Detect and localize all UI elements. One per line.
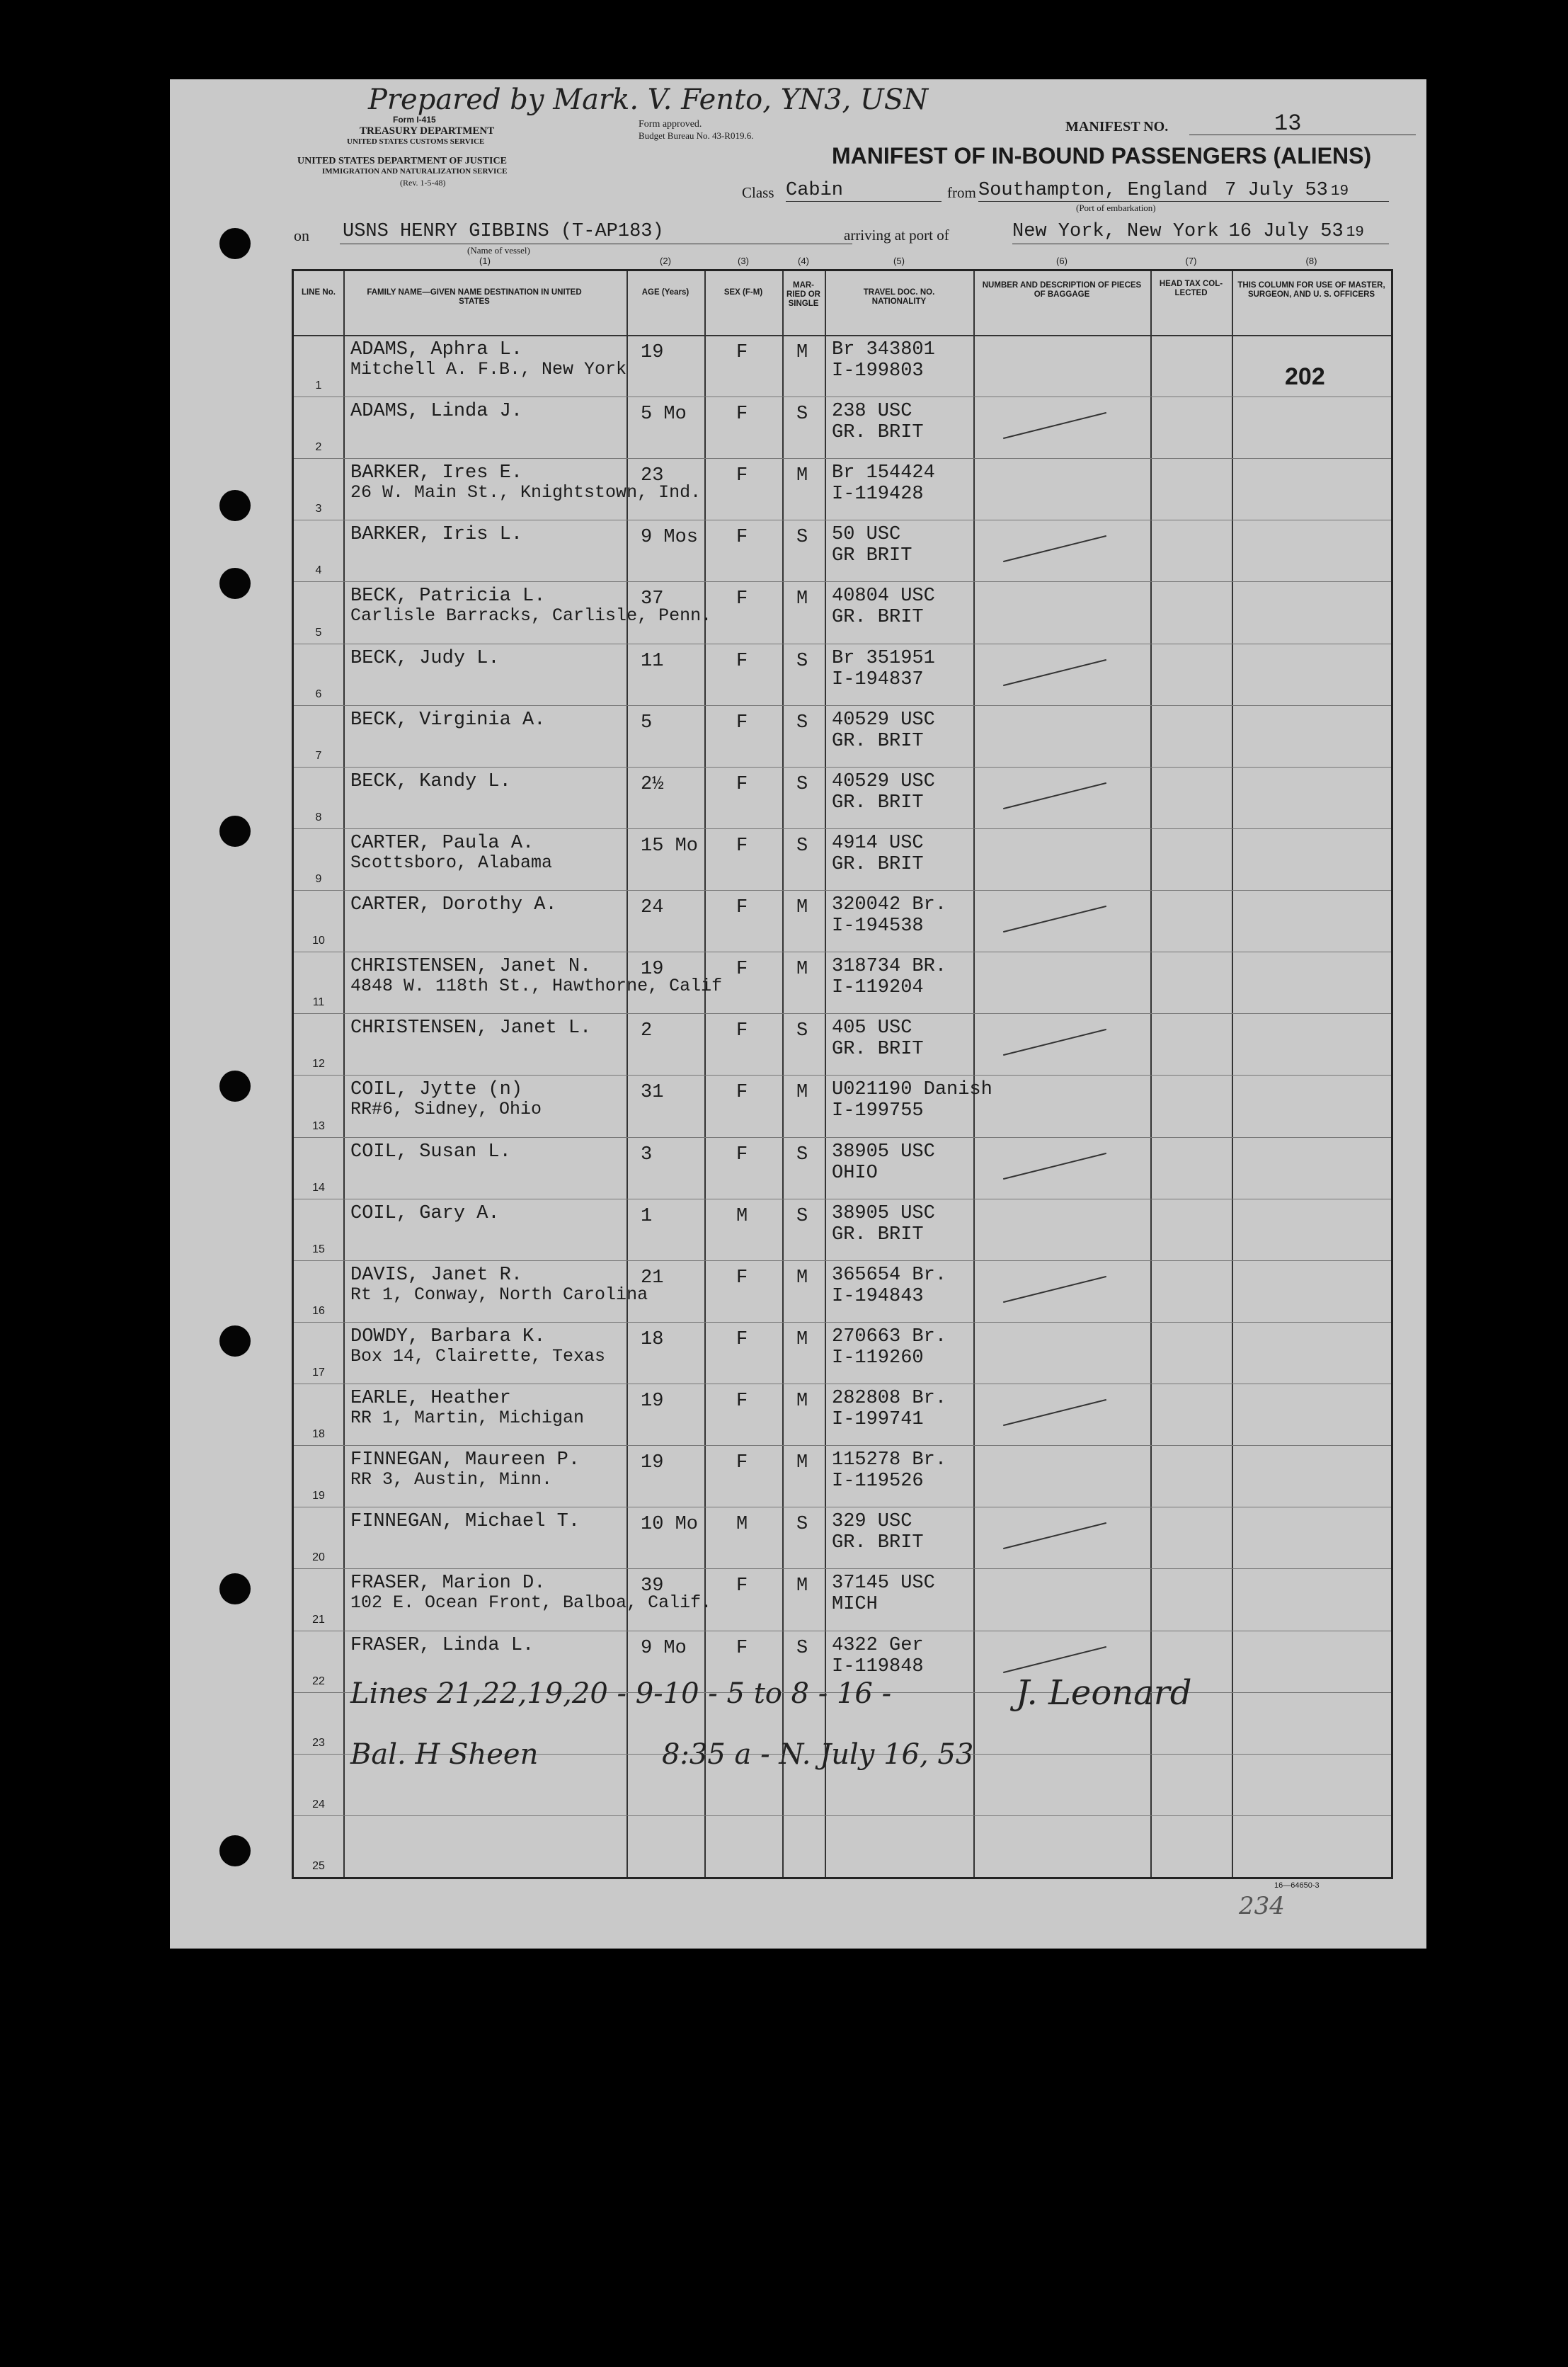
travel-doc-no: 4322 Ger [832, 1634, 924, 1656]
treasury-dept: TREASURY DEPARTMENT [360, 125, 495, 137]
age: 37 [641, 588, 664, 610]
justice-dept: UNITED STATES DEPARTMENT OF JUSTICE [297, 156, 507, 166]
travel-doc-no: 270663 Br. [832, 1325, 947, 1347]
header-officers: THIS COLUMN FOR USE OF MASTER, SURGEON, AND U. S. OFFICERS [1237, 281, 1385, 299]
header-head-tax: HEAD TAX COL- LECTED [1159, 280, 1223, 297]
table-row [294, 397, 1391, 458]
marital-status: S [796, 404, 808, 426]
header-baggage: NUMBER AND DESCRIPTION OF PIECES OF BAGGAGE [982, 281, 1142, 299]
check-mark [1003, 1522, 1106, 1549]
age: 2½ [641, 773, 664, 795]
table-row [294, 1568, 1391, 1630]
destination: Mitchell A. F.B., New York [350, 359, 627, 380]
punch-hole [219, 816, 251, 847]
age: 5 Mo [641, 404, 687, 426]
class-label: Class [742, 184, 774, 201]
header-travel-doc: TRAVEL DOC. NO. NATIONALITY [863, 288, 935, 306]
marital-status: S [796, 773, 808, 795]
nationality: GR. BRIT [832, 1224, 924, 1245]
table-row [294, 581, 1391, 643]
destination: 26 W. Main St., Knightstown, Ind. [350, 482, 702, 503]
age: 19 [641, 1391, 664, 1413]
punch-hole [219, 228, 251, 259]
arrival-year-prefix: 19 [1346, 224, 1364, 241]
embark-date: 7 July 53 [1225, 180, 1328, 201]
nationality: GR. BRIT [832, 607, 924, 629]
age: 15 Mo [641, 835, 699, 857]
table-row [294, 458, 1391, 520]
line-number: 16 [312, 1304, 325, 1317]
officer-stamp: 202 [1285, 363, 1325, 390]
passenger-name: BECK, Judy L. [350, 647, 500, 669]
port-embark-note: (Port of embarkation) [1076, 203, 1156, 213]
check-mark [1003, 1276, 1106, 1303]
marital-status: M [796, 342, 808, 363]
destination: RR 1, Martin, Michigan [350, 1408, 585, 1429]
nationality: I-119428 [832, 484, 924, 506]
table-row [294, 1445, 1391, 1507]
passenger-name: FRASER, Marion D. [350, 1573, 546, 1595]
time-note: 8:35 a - N. July 16, 53 [662, 1738, 974, 1771]
passenger-name: ADAMS, Linda J. [350, 401, 523, 423]
header-sex: SEX (F-M) [723, 288, 763, 297]
lines-note: Lines 21,22,19,20 - 9-10 - 5 to 8 - 16 - [350, 1677, 892, 1710]
passenger-name: BARKER, Ires E. [350, 462, 523, 484]
passenger-name: BARKER, Iris L. [350, 524, 523, 546]
table-row [294, 520, 1391, 581]
nationality: I-119848 [832, 1655, 924, 1677]
nationality: GR. BRIT [832, 422, 924, 444]
passenger-table [292, 256, 1393, 1879]
sex: F [736, 1143, 748, 1165]
punch-hole [219, 1573, 251, 1604]
check-mark [1003, 535, 1106, 562]
travel-doc-no: 50 USC [832, 524, 901, 546]
age: 39 [641, 1575, 664, 1597]
passenger-name: FINNEGAN, Maureen P. [350, 1449, 580, 1471]
marital-status: M [796, 1082, 808, 1104]
arrival-date: 16 July 53 [1228, 221, 1344, 242]
destination: RR#6, Sidney, Ohio [350, 1099, 542, 1120]
line-number: 1 [315, 380, 322, 392]
sex: F [736, 712, 748, 734]
line-number: 13 [312, 1119, 325, 1132]
line-number: 23 [312, 1736, 325, 1749]
nationality: GR. BRIT [832, 1039, 924, 1061]
nationality: GR. BRIT [832, 853, 924, 875]
travel-doc-no: 115278 Br. [832, 1449, 947, 1471]
check-mark [1003, 782, 1106, 809]
travel-doc-no: 405 USC [832, 1017, 912, 1039]
table-row [294, 1384, 1391, 1445]
marital-status: S [796, 835, 808, 857]
check-mark [1003, 412, 1106, 439]
check-mark [1003, 1152, 1106, 1179]
line-number: 15 [312, 1243, 325, 1255]
age: 10 Mo [641, 1514, 699, 1536]
passenger-name: COIL, Susan L. [350, 1141, 511, 1163]
from-value: Southampton, England [978, 180, 1208, 201]
age: 2 [641, 1020, 653, 1042]
from-field [978, 180, 1389, 202]
line-number: 10 [312, 935, 325, 947]
passenger-name: ADAMS, Aphra L. [350, 339, 523, 360]
passenger-name: DAVIS, Janet R. [350, 1264, 523, 1286]
col-number-8: (8) [1305, 256, 1317, 266]
nationality: I-194843 [832, 1285, 924, 1307]
marital-status: S [796, 1205, 808, 1227]
manifest-page [170, 79, 1426, 1949]
nationality: I-199755 [832, 1100, 924, 1122]
travel-doc-no: 40529 USC [832, 709, 935, 731]
age: 9 Mos [641, 527, 699, 549]
arriving-label: arriving at port of [844, 227, 949, 244]
sex: F [736, 773, 748, 795]
sex: M [736, 1514, 748, 1536]
check-mark [1003, 658, 1106, 685]
passenger-name: DOWDY, Barbara K. [350, 1325, 546, 1347]
age: 1 [641, 1205, 653, 1227]
age: 18 [641, 1328, 664, 1350]
sex: F [736, 835, 748, 857]
on-label: on [294, 227, 309, 244]
table-row [294, 952, 1391, 1013]
age: 31 [641, 1082, 664, 1104]
sex: M [736, 1205, 748, 1227]
line-number: 19 [312, 1490, 325, 1502]
budget-bureau: Budget Bureau No. 43-R019.6. [639, 130, 754, 141]
age: 21 [641, 1267, 664, 1289]
travel-doc-no: U021190 Danish [832, 1079, 992, 1101]
passenger-name: CARTER, Dorothy A. [350, 894, 557, 916]
check-mark [1003, 1399, 1106, 1426]
travel-doc-no: 365654 Br. [832, 1264, 947, 1286]
age: 24 [641, 897, 664, 919]
marital-status: S [796, 712, 808, 734]
line-number: 18 [312, 1428, 325, 1441]
form-code: 16—64650-3 [1274, 1881, 1320, 1890]
travel-doc-no: 4914 USC [832, 832, 924, 854]
line-number: 22 [312, 1675, 325, 1687]
marital-status: M [796, 897, 808, 919]
travel-doc-no: 329 USC [832, 1511, 912, 1533]
ins-label: IMMIGRATION AND NATURALIZATION SERVICE [322, 167, 508, 176]
marital-status: M [796, 1452, 808, 1474]
line-number: 11 [312, 996, 325, 1009]
sex: F [736, 959, 748, 981]
age: 11 [641, 650, 664, 672]
travel-doc-no: Br 154424 [832, 462, 935, 484]
nationality: MICH [832, 1594, 878, 1616]
marital-status: S [796, 1637, 808, 1659]
line-number: 21 [312, 1613, 325, 1626]
travel-doc-no: Br 343801 [832, 339, 935, 360]
table-row [294, 1075, 1391, 1136]
line-number: 14 [312, 1181, 325, 1194]
sex: F [736, 527, 748, 549]
line-number: 7 [315, 749, 322, 762]
nationality: GR BRIT [832, 545, 912, 567]
travel-doc-no: 320042 Br. [832, 894, 947, 916]
line-number: 3 [315, 503, 322, 515]
marital-status: S [796, 1020, 808, 1042]
punch-hole [219, 568, 251, 599]
line-number: 9 [315, 873, 322, 886]
col-number-2: (2) [660, 256, 671, 266]
col-number-4: (4) [798, 256, 809, 266]
travel-doc-no: 40804 USC [832, 586, 935, 608]
sex: F [736, 1637, 748, 1659]
col-number-7: (7) [1185, 256, 1197, 266]
nationality: I-194538 [832, 916, 924, 937]
sex: F [736, 1020, 748, 1042]
line-number: 2 [315, 441, 322, 454]
destination: 4848 W. 118th St., Hawthorne, Calif [350, 976, 723, 997]
sex: F [736, 342, 748, 363]
nationality: I-194837 [832, 668, 924, 690]
nationality: I-199803 [832, 360, 924, 382]
nationality: GR. BRIT [832, 730, 924, 752]
marital-status: M [796, 1391, 808, 1413]
punch-hole [219, 1835, 251, 1866]
line-number: 12 [312, 1058, 325, 1071]
manifest-no-label: MANIFEST NO. [1065, 119, 1169, 135]
table-row [294, 767, 1391, 828]
sex: F [736, 1391, 748, 1413]
destination: Rt 1, Conway, North Carolina [350, 1284, 648, 1305]
check-mark [1003, 906, 1106, 932]
table-row [294, 1507, 1391, 1568]
table-row [294, 1199, 1391, 1260]
col-number-5: (5) [893, 256, 905, 266]
passenger-name: COIL, Jytte (n) [350, 1079, 523, 1101]
travel-doc-no: Br 351951 [832, 647, 935, 669]
table-row [294, 1815, 1391, 1877]
arrival-port: New York, New York [1012, 221, 1219, 242]
marital-status: M [796, 1575, 808, 1597]
nationality: I-119260 [832, 1347, 924, 1369]
destination: 102 E. Ocean Front, Balboa, Calif. [350, 1592, 712, 1614]
passenger-name: COIL, Gary A. [350, 1202, 500, 1224]
nationality: I-119204 [832, 977, 924, 999]
marital-status: S [796, 1143, 808, 1165]
marital-status: S [796, 650, 808, 672]
sex: F [736, 1328, 748, 1350]
marital-status: M [796, 1328, 808, 1350]
passenger-name: BECK, Kandy L. [350, 770, 511, 792]
marital-status: M [796, 1267, 808, 1289]
col-number-1: (1) [479, 256, 491, 266]
sex: F [736, 1082, 748, 1104]
customs-service: UNITED STATES CUSTOMS SERVICE [347, 137, 485, 146]
passenger-name: EARLE, Heather [350, 1388, 511, 1410]
arrival-field [1012, 221, 1389, 244]
sex: F [736, 465, 748, 487]
check-mark [1003, 1646, 1106, 1672]
age: 23 [641, 465, 664, 487]
form-number: Form I-415 [393, 115, 436, 125]
line-number: 17 [312, 1367, 325, 1379]
destination: Scottsboro, Alabama [350, 852, 553, 873]
table-row [294, 1260, 1391, 1322]
sex: F [736, 1452, 748, 1474]
manifest-title: MANIFEST OF IN-BOUND PASSENGERS (ALIENS) [832, 143, 1372, 169]
age: 19 [641, 959, 664, 981]
age: 19 [641, 1452, 664, 1474]
travel-doc-no: 318734 BR. [832, 956, 947, 978]
line-number: 24 [312, 1798, 325, 1810]
line-number: 6 [315, 688, 322, 700]
nationality: GR. BRIT [832, 1532, 924, 1554]
table-row [294, 1137, 1391, 1199]
table-row [294, 1322, 1391, 1384]
passenger-name: BECK, Virginia A. [350, 709, 546, 731]
header-line-no: LINE No. [302, 288, 336, 297]
vessel-note: (Name of vessel) [467, 245, 530, 256]
nationality: GR. BRIT [832, 792, 924, 814]
passenger-name: CARTER, Paula A. [350, 832, 534, 854]
header-name: FAMILY NAME—GIVEN NAME DESTINATION IN UNITED STATES [367, 288, 582, 306]
table-row [294, 705, 1391, 767]
table-row [294, 644, 1391, 705]
line-number: 4 [315, 564, 322, 577]
travel-doc-no: 37145 USC [832, 1573, 935, 1595]
header-married: MAR- RIED OR SINGLE [786, 281, 820, 308]
line-number: 8 [315, 811, 322, 823]
age: 5 [641, 712, 653, 734]
destination: Carlisle Barracks, Carlisle, Penn. [350, 605, 712, 627]
bal-note: Bal. H Sheen [350, 1738, 539, 1771]
marital-status: S [796, 527, 808, 549]
table-row [294, 335, 1391, 397]
marital-status: M [796, 588, 808, 610]
revision: (Rev. 1-5-48) [400, 178, 446, 188]
passenger-name: CHRISTENSEN, Janet N. [350, 956, 592, 978]
manifest-no: 13 [1274, 110, 1302, 137]
line-number: 5 [315, 626, 322, 639]
punch-hole [219, 1071, 251, 1102]
passenger-name: FRASER, Linda L. [350, 1634, 534, 1656]
marital-status: M [796, 465, 808, 487]
col-number-6: (6) [1056, 256, 1068, 266]
table-row [294, 890, 1391, 952]
embark-year-prefix: 19 [1330, 183, 1349, 200]
passenger-name: CHRISTENSEN, Janet L. [350, 1017, 592, 1039]
form-approved: Form approved. [639, 119, 702, 130]
sex: F [736, 1267, 748, 1289]
from-label: from [947, 184, 976, 201]
travel-doc-no: 38905 USC [832, 1141, 935, 1163]
line-number: 25 [312, 1859, 325, 1872]
marital-status: M [796, 959, 808, 981]
nationality: I-199741 [832, 1409, 924, 1431]
marital-status: S [796, 1514, 808, 1536]
sex: F [736, 588, 748, 610]
travel-doc-no: 38905 USC [832, 1202, 935, 1224]
age: 9 Mo [641, 1637, 687, 1659]
header-age: AGE (Years) [641, 288, 689, 297]
manifest-no-field [1189, 110, 1416, 135]
table-row [294, 828, 1391, 890]
destination: RR 3, Austin, Minn. [350, 1469, 553, 1490]
table-row [294, 1013, 1391, 1075]
page-number: 234 [1239, 1892, 1285, 1920]
inspector-signature: J. Leonard [1016, 1673, 1192, 1713]
travel-doc-no: 238 USC [832, 401, 912, 423]
class-value: Cabin [786, 180, 942, 202]
vessel-name: USNS HENRY GIBBINS (T-AP183) [340, 221, 852, 244]
preparer-note: Prepared by Mark. V. Fento, YN3, USN [368, 84, 929, 116]
nationality: I-119526 [832, 1471, 924, 1493]
nationality: OHIO [832, 1162, 878, 1184]
col-number-3: (3) [738, 256, 749, 266]
sex: F [736, 897, 748, 919]
passenger-name: FINNEGAN, Michael T. [350, 1511, 580, 1533]
check-mark [1003, 1029, 1106, 1056]
sex: F [736, 404, 748, 426]
sex: F [736, 1575, 748, 1597]
punch-hole [219, 1325, 251, 1357]
travel-doc-no: 40529 USC [832, 770, 935, 792]
passenger-name: BECK, Patricia L. [350, 586, 546, 608]
line-number: 20 [312, 1551, 325, 1564]
travel-doc-no: 282808 Br. [832, 1388, 947, 1410]
sex: F [736, 650, 748, 672]
age: 3 [641, 1143, 653, 1165]
age: 19 [641, 342, 664, 363]
destination: Box 14, Clairette, Texas [350, 1345, 606, 1367]
punch-hole [219, 490, 251, 521]
